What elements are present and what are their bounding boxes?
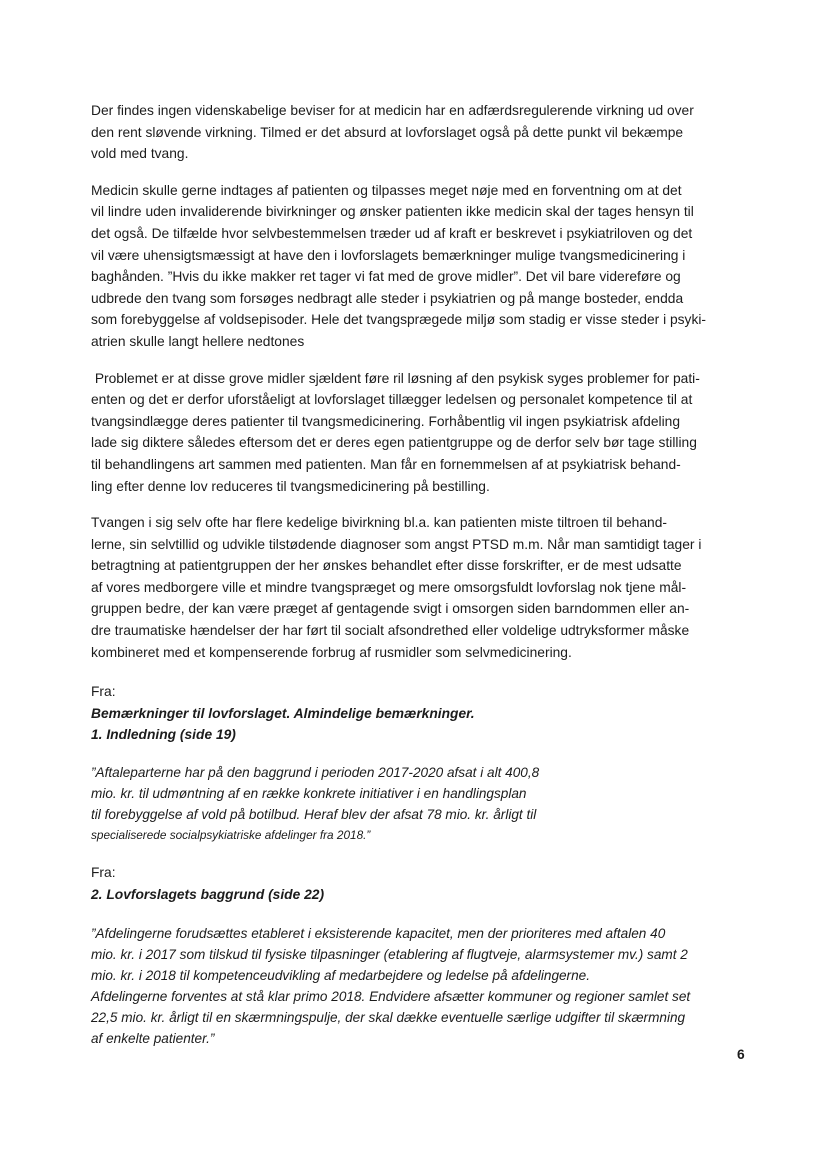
text-line: som forebyggelse af voldsepisoder. Hele det tvangsprægede miljø som stadig er visse steder i psyki- — [91, 312, 707, 328]
quote-block-1 — [91, 762, 748, 846]
text-line: vil være uhensigtsmæssigt at have den i lovforslagets bemærkninger mulige tvangsmedicinering i — [91, 247, 686, 263]
from-label: Fra: — [91, 684, 116, 700]
page-number: 6 — [737, 1047, 745, 1062]
paragraph-2 — [91, 180, 748, 353]
quote-block-2 — [91, 923, 748, 1049]
text-line: gruppen bedre, der kan være præget af gentagende svigt i omsorgen siden barndommen eller an- — [91, 601, 690, 617]
section-heading: Bemærkninger til lovforslaget. Almindelige bemærkninger. — [91, 705, 475, 721]
text-line: Tvangen i sig selv ofte har flere kedelige bivirkning bl.a. kan patienten miste tiltroen til behand- — [91, 515, 667, 531]
text-line: til behandlingens art sammen med patienten. Man får en fornemmelsen af at psykiatrisk behand- — [91, 456, 681, 472]
quote-line: mio. kr. i 2017 som tilskud til fysiske tilpasninger (etablering af flugtveje, alarmsystemer mv.) samt 2 — [91, 947, 688, 963]
section-heading: 2. Lovforslagets baggrund (side 22) — [91, 886, 325, 902]
paragraph-1 — [91, 100, 748, 165]
quote-line: mio. kr. til udmøntning af en række konkrete initiativer i en handlingsplan — [91, 786, 527, 802]
text-line: tvangsindlægge deres patienter til tvangsmedicinering. Forhåbentlig vil ingen psykiatrisk afdeling — [91, 413, 680, 429]
quote-line: til forebyggelse af vold på botilbud. Heraf blev der afsat 78 mio. kr. årligt til — [91, 807, 537, 823]
quote-line: af enkelte patienter.” — [91, 1031, 215, 1047]
section-subheading: 1. Indledning (side 19) — [91, 727, 236, 743]
paragraph-3 — [91, 368, 748, 498]
text-line: vold med tvang. — [91, 146, 189, 162]
text-line: den rent sløvende virkning. Tilmed er det absurd at lovforslaget også på dette punkt vil bekæmpe — [91, 124, 684, 140]
quote-line: mio. kr. i 2018 til kompetenceudvikling af medarbejdere og ledelse på afdelingerne. — [91, 968, 590, 984]
text-line: betragtning at patientgruppen der her ønskes behandlet efter disse forskrifter, er de mest udsatte — [91, 558, 682, 574]
text-line: af vores medborgere ville et mindre tvangspræget og mere omsorgsfuldt lovforslag nok tjene mål- — [91, 579, 687, 595]
text-line: dre traumatiske hændelser der har ført til socialt afsondrethed eller voldelige udtryksformer måske — [91, 623, 690, 639]
quote-line: Afdelingerne forventes at stå klar primo 2018. Endvidere afsætter kommuner og regioner samlet set — [91, 989, 691, 1005]
text-line: lade sig diktere således eftersom det er deres egen patientgruppe og de derfor selv bør tage stilling — [91, 435, 697, 451]
quote-line: 22,5 mio. kr. årligt til en skærmningspulje, der skal dække eventuelle særlige udgifter til skærmning — [91, 1010, 686, 1026]
text-line: ling efter denne lov reduceres til tvangsmedicinering på bestilling. — [91, 478, 490, 494]
text-line: enten og det er derfor uforståeligt at lovforslaget tillægger ledelsen og personalet kompetence til at — [91, 392, 693, 408]
paragraph-4 — [91, 512, 748, 663]
text-line: atrien skulle langt hellere nedtones — [91, 333, 305, 349]
text-line: Problemet er at disse grove midler sjældent føre ril løsning af den psykisk syges problemer for pati- — [91, 370, 700, 386]
text-line: kombineret med et kompenserende forbrug af rusmidler som selvmedicinering. — [91, 644, 572, 660]
text-line: udbrede den tvang som forsøges nedbragt alle steder i psykiatrien og på mange bosteder, endda — [91, 290, 684, 306]
text-line: Medicin skulle gerne indtages af patienten og tilpasses meget nøje med en forventning om at det — [91, 182, 682, 198]
quote-line: ”Afdelingerne forudsættes etableret i eksisterende kapacitet, men der prioriteres med aftalen 40 — [91, 926, 666, 942]
text-line: Der findes ingen videnskabelige beviser for at medicin har en adfærdsregulerende virkning ud over — [91, 103, 694, 118]
text-line: lerne, sin selvtillid og udvikle tilstødende diagnoser som angst PTSD m.m. Når man samtidigt tager i — [91, 536, 702, 552]
text-line: baghånden. ”Hvis du ikke makker ret tager vi fat med de grove midler”. Det vil bare videreføre og — [91, 269, 681, 285]
from-label: Fra: — [91, 865, 116, 881]
text-line: vil lindre uden invaliderende bivirkninger og ønsker patienten ikke medicin skal der tages hensyn til — [91, 204, 694, 220]
quote-line: ”Aftaleparterne har på den baggrund i perioden 2017-2020 afsat i alt 400,8 — [91, 765, 540, 781]
quote-line: specialiserede socialpsykiatriske afdelinger fra 2018.” — [91, 828, 371, 843]
text-line: det også. De tilfælde hvor selvbestemmelsen træder ud af kraft er beskrevet i psykiatriloven og det — [91, 225, 693, 241]
